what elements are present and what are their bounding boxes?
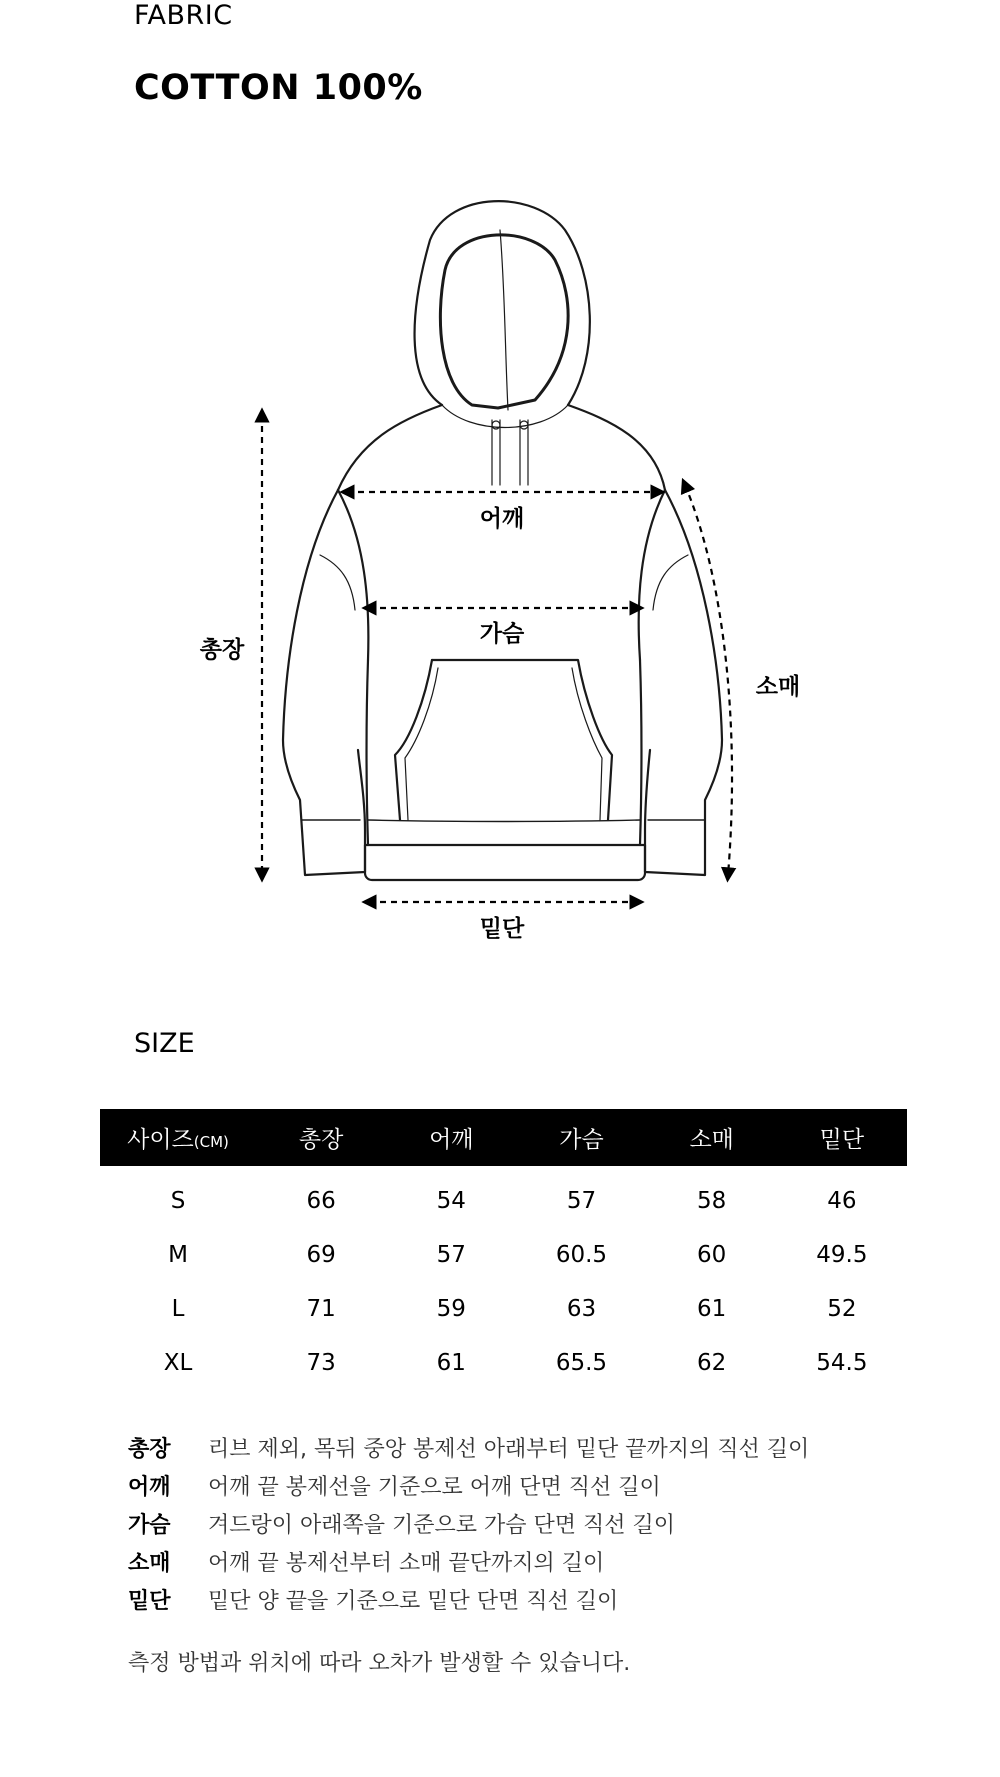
size-cell: XL (163, 1350, 193, 1376)
definition-term: 소매 (128, 1550, 171, 1576)
table-row (100, 1336, 907, 1390)
definition-row (128, 1428, 928, 1466)
value-cell: 71 (306, 1296, 336, 1322)
fabric-value: COTTON 100% (134, 68, 423, 108)
table-row (100, 1228, 907, 1282)
label-total-length: 총장 (199, 637, 245, 663)
value-cell: 49.5 (816, 1242, 868, 1268)
value-cell: 65.5 (555, 1350, 608, 1376)
value-cell: 57 (566, 1188, 597, 1214)
table-row (100, 1282, 907, 1336)
definition-term: 밑단 (128, 1588, 171, 1614)
value-cell: 54.5 (816, 1350, 868, 1376)
label-sleeve: 소매 (755, 674, 801, 700)
measurement-note: 측정 방법과 위치에 따라 오차가 발생할 수 있습니다. (128, 1651, 631, 1676)
label-hem: 밑단 (479, 916, 525, 942)
col-total-length: 총장 (298, 1127, 344, 1153)
value-cell: 60 (697, 1242, 727, 1268)
value-cell: 62 (697, 1350, 727, 1376)
definition-desc: 겨드랑이 아래쪽을 기준으로 가슴 단면 직선 길이 (208, 1512, 676, 1538)
definition-desc: 리브 제외, 목뒤 중앙 봉제선 아래부터 밑단 끝까지의 직선 길이 (208, 1436, 810, 1462)
unit-label: (CM) (193, 1133, 229, 1151)
size-cell: L (171, 1296, 185, 1322)
size-table (100, 1109, 907, 1390)
value-cell: 57 (436, 1242, 466, 1268)
value-cell: 66 (306, 1188, 336, 1214)
label-chest: 가슴 (479, 621, 525, 647)
hoodie-measurement-diagram (0, 180, 1000, 980)
definition-row (128, 1580, 928, 1618)
definition-desc: 어깨 끝 봉제선을 기준으로 어깨 단면 직선 길이 (208, 1474, 661, 1500)
col-size: 사이즈(CM) (127, 1127, 229, 1153)
col-hem: 밑단 (819, 1127, 865, 1153)
size-cell: M (168, 1242, 188, 1268)
definition-desc: 어깨 끝 봉제선부터 소매 끝단까지의 길이 (208, 1550, 605, 1576)
col-chest: 가슴 (559, 1127, 604, 1153)
definition-row (128, 1466, 928, 1504)
value-cell: 69 (306, 1242, 336, 1268)
value-cell: 52 (827, 1296, 857, 1322)
value-cell: 73 (306, 1350, 336, 1376)
measurement-definitions (128, 1428, 928, 1618)
size-heading: SIZE (134, 1028, 195, 1059)
value-cell: 63 (566, 1296, 597, 1322)
definition-term: 총장 (128, 1436, 171, 1462)
table-row (100, 1166, 907, 1228)
value-cell: 61 (436, 1350, 466, 1376)
definition-term: 어깨 (128, 1474, 171, 1500)
value-cell: 58 (697, 1188, 727, 1214)
size-cell: S (170, 1188, 186, 1214)
label-shoulder: 어깨 (479, 506, 525, 532)
fabric-label: FABRIC (134, 0, 233, 31)
col-sleeve: 소매 (689, 1127, 734, 1153)
col-shoulder: 어깨 (429, 1127, 474, 1153)
value-cell: 59 (436, 1296, 466, 1322)
value-cell: 46 (827, 1188, 857, 1214)
size-table-header (100, 1109, 907, 1166)
definition-desc: 밑단 양 끝을 기준으로 밑단 단면 직선 길이 (208, 1588, 619, 1614)
sleeve-arrow (685, 485, 732, 875)
definition-row (128, 1504, 928, 1542)
value-cell: 61 (697, 1296, 727, 1322)
value-cell: 60.5 (555, 1242, 608, 1268)
definition-term: 가슴 (128, 1512, 171, 1538)
hoodie-outline (283, 201, 722, 880)
definition-row (128, 1542, 928, 1580)
value-cell: 54 (436, 1188, 466, 1214)
